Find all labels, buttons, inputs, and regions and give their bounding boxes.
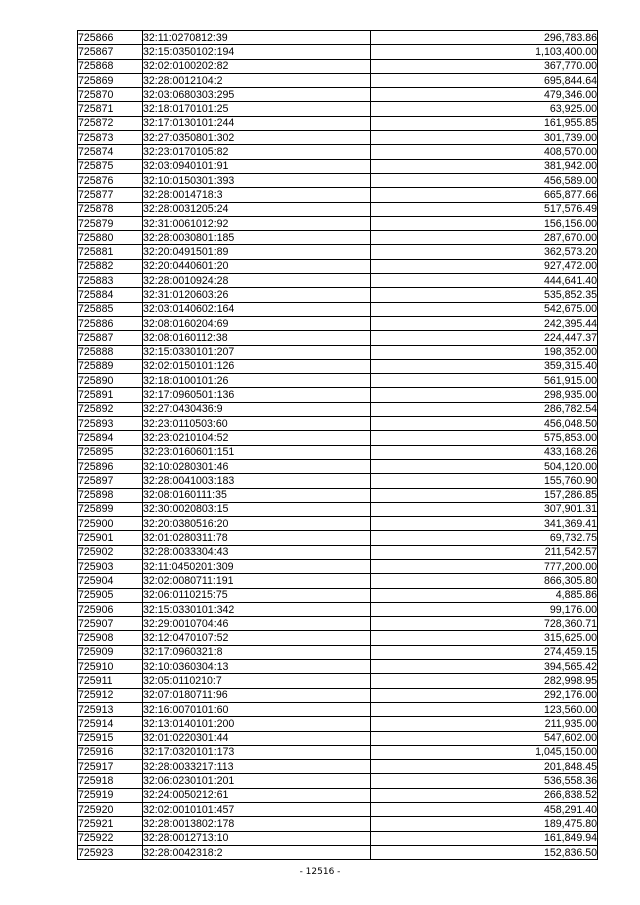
registry-table [77,30,598,860]
table-row [78,331,598,345]
table-row [78,231,598,245]
amount-cell: 866,305.80 [371,574,598,588]
record-number-cell: 725879 [78,216,143,230]
cadastral-number-cell: 32:08:0160204:69 [143,316,371,330]
record-number-cell: 725876 [78,173,143,187]
table-row [78,674,598,688]
amount-cell: 287,670.00 [371,231,598,245]
cadastral-number-cell: 32:05:0110210:7 [143,674,371,688]
amount-cell: 394,565.42 [371,660,598,674]
record-number-cell: 725916 [78,745,143,759]
table-row [78,760,598,774]
cadastral-number-cell: 32:11:0270812:39 [143,31,371,45]
cadastral-number-cell: 32:10:0360304:13 [143,660,371,674]
cadastral-number-cell: 32:18:0100101:26 [143,374,371,388]
cadastral-number-cell: 32:15:0350102:194 [143,45,371,59]
amount-cell: 63,925.00 [371,102,598,116]
cadastral-number-cell: 32:16:0070101:60 [143,702,371,716]
amount-cell: 381,942.00 [371,159,598,173]
cadastral-number-cell: 32:10:0150301:393 [143,173,371,187]
record-number-cell: 725907 [78,617,143,631]
record-number-cell: 725896 [78,459,143,473]
table-row [78,45,598,59]
amount-cell: 152,836.50 [371,845,598,859]
amount-cell: 161,955.85 [371,116,598,130]
table-row [78,688,598,702]
cadastral-number-cell: 32:17:0130101:244 [143,116,371,130]
amount-cell: 155,760.90 [371,474,598,488]
record-number-cell: 725883 [78,274,143,288]
record-number-cell: 725919 [78,788,143,802]
cadastral-number-cell: 32:07:0180711:96 [143,688,371,702]
table-row [78,388,598,402]
amount-cell: 1,103,400.00 [371,45,598,59]
page-number: - 12516 - [299,867,341,877]
table-row [78,574,598,588]
cadastral-number-cell: 32:20:0380516:20 [143,517,371,531]
amount-cell: 4,885.86 [371,588,598,602]
record-number-cell: 725920 [78,803,143,817]
amount-cell: 777,200.00 [371,559,598,573]
amount-cell: 282,998.95 [371,674,598,688]
table-row [78,845,598,859]
amount-cell: 575,853.00 [371,431,598,445]
record-number-cell: 725881 [78,245,143,259]
amount-cell: 728,360.71 [371,617,598,631]
cadastral-number-cell: 32:27:0430436:9 [143,402,371,416]
record-number-cell: 725875 [78,159,143,173]
record-number-cell: 725892 [78,402,143,416]
table-row [78,188,598,202]
table-row [78,702,598,716]
cadastral-number-cell: 32:08:0160112:38 [143,331,371,345]
amount-cell: 211,542.57 [371,545,598,559]
amount-cell: 286,782.54 [371,402,598,416]
cadastral-number-cell: 32:23:0170105:82 [143,145,371,159]
table-row [78,431,598,445]
table-row [78,73,598,87]
record-number-cell: 725899 [78,502,143,516]
record-number-cell: 725905 [78,588,143,602]
record-number-cell: 725872 [78,116,143,130]
record-number-cell: 725915 [78,731,143,745]
cadastral-number-cell: 32:17:0960501:136 [143,388,371,402]
record-number-cell: 725904 [78,574,143,588]
table-row [78,202,598,216]
cadastral-number-cell: 32:03:0940101:91 [143,159,371,173]
record-number-cell: 725913 [78,702,143,716]
table-row [78,145,598,159]
amount-cell: 99,176.00 [371,602,598,616]
table-row [78,131,598,145]
table-row [78,617,598,631]
amount-cell: 296,783.86 [371,31,598,45]
amount-cell: 695,844.64 [371,73,598,87]
cadastral-number-cell: 32:28:0014718:3 [143,188,371,202]
amount-cell: 535,852.35 [371,288,598,302]
cadastral-number-cell: 32:06:0110215:75 [143,588,371,602]
record-number-cell: 725886 [78,316,143,330]
record-number-cell: 725918 [78,774,143,788]
cadastral-number-cell: 32:01:0280311:78 [143,531,371,545]
amount-cell: 367,770.00 [371,59,598,73]
amount-cell: 157,286.85 [371,488,598,502]
cadastral-number-cell: 32:15:0330101:207 [143,345,371,359]
table-row [78,259,598,273]
amount-cell: 561,915.00 [371,374,598,388]
record-number-cell: 725888 [78,345,143,359]
cadastral-number-cell: 32:11:0450201:309 [143,559,371,573]
record-number-cell: 725897 [78,474,143,488]
table-row [78,545,598,559]
amount-cell: 359,315.40 [371,359,598,373]
cadastral-number-cell: 32:31:0061012:92 [143,216,371,230]
cadastral-number-cell: 32:30:0020803:15 [143,502,371,516]
cadastral-number-cell: 32:01:0220301:44 [143,731,371,745]
amount-cell: 665,877.66 [371,188,598,202]
record-number-cell: 725901 [78,531,143,545]
amount-cell: 536,558.36 [371,774,598,788]
amount-cell: 433,168.26 [371,445,598,459]
cadastral-number-cell: 32:29:0010704:46 [143,617,371,631]
record-number-cell: 725891 [78,388,143,402]
table-row [78,660,598,674]
table-row [78,831,598,845]
cadastral-number-cell: 32:06:0230101:201 [143,774,371,788]
amount-cell: 301,739.00 [371,131,598,145]
table-row [78,402,598,416]
table-row [78,316,598,330]
cadastral-number-cell: 32:02:0150101:126 [143,359,371,373]
cadastral-number-cell: 32:12:0470107:52 [143,631,371,645]
table-row [78,517,598,531]
record-number-cell: 725878 [78,202,143,216]
amount-cell: 408,570.00 [371,145,598,159]
cadastral-number-cell: 32:23:0110503:60 [143,417,371,431]
cadastral-number-cell: 32:18:0170101:25 [143,102,371,116]
amount-cell: 189,475.80 [371,817,598,831]
cadastral-number-cell: 32:02:0100202:82 [143,59,371,73]
amount-cell: 458,291.40 [371,803,598,817]
cadastral-number-cell: 32:17:0960321:8 [143,645,371,659]
record-number-cell: 725903 [78,559,143,573]
table-row [78,274,598,288]
record-number-cell: 725866 [78,31,143,45]
table-row [78,474,598,488]
table-row [78,717,598,731]
amount-cell: 444,641.40 [371,274,598,288]
amount-cell: 479,346.00 [371,88,598,102]
record-number-cell: 725912 [78,688,143,702]
table-row [78,245,598,259]
table-row [78,745,598,759]
cadastral-number-cell: 32:23:0160601:151 [143,445,371,459]
cadastral-number-cell: 32:10:0280301:46 [143,459,371,473]
amount-cell: 362,573.20 [371,245,598,259]
cadastral-number-cell: 32:15:0330101:342 [143,602,371,616]
table-row [78,173,598,187]
record-number-cell: 725889 [78,359,143,373]
table-row [78,159,598,173]
amount-cell: 69,732.75 [371,531,598,545]
record-number-cell: 725880 [78,231,143,245]
record-number-cell: 725908 [78,631,143,645]
registry-table-body [78,31,598,860]
record-number-cell: 725900 [78,517,143,531]
cadastral-number-cell: 32:08:0160111:35 [143,488,371,502]
amount-cell: 161,849.94 [371,831,598,845]
table-row [78,102,598,116]
record-number-cell: 725890 [78,374,143,388]
amount-cell: 307,901.31 [371,502,598,516]
cadastral-number-cell: 32:03:0140602:164 [143,302,371,316]
record-number-cell: 725869 [78,73,143,87]
record-number-cell: 725893 [78,417,143,431]
table-row [78,588,598,602]
table-row [78,359,598,373]
amount-cell: 517,576.49 [371,202,598,216]
table-row [78,488,598,502]
table-row [78,216,598,230]
amount-cell: 292,176.00 [371,688,598,702]
amount-cell: 1,045,150.00 [371,745,598,759]
table-row [78,345,598,359]
record-number-cell: 725923 [78,845,143,859]
table-row [78,774,598,788]
amount-cell: 123,560.00 [371,702,598,716]
table-row [78,302,598,316]
cadastral-number-cell: 32:28:0013802:178 [143,817,371,831]
cadastral-number-cell: 32:20:0491501:89 [143,245,371,259]
amount-cell: 198,352.00 [371,345,598,359]
amount-cell: 298,935.00 [371,388,598,402]
record-number-cell: 725909 [78,645,143,659]
cadastral-number-cell: 32:13:0140101:200 [143,717,371,731]
amount-cell: 224,447.37 [371,331,598,345]
cadastral-number-cell: 32:27:0350801:302 [143,131,371,145]
table-row [78,788,598,802]
record-number-cell: 725868 [78,59,143,73]
table-row [78,602,598,616]
record-number-cell: 725914 [78,717,143,731]
amount-cell: 542,675.00 [371,302,598,316]
amount-cell: 201,848.45 [371,760,598,774]
record-number-cell: 725870 [78,88,143,102]
cadastral-number-cell: 32:24:0050212:61 [143,788,371,802]
record-number-cell: 725910 [78,660,143,674]
cadastral-number-cell: 32:28:0010924:28 [143,274,371,288]
cadastral-number-cell: 32:28:0012713:10 [143,831,371,845]
table-row [78,559,598,573]
record-number-cell: 725917 [78,760,143,774]
record-number-cell: 725906 [78,602,143,616]
table-row [78,459,598,473]
amount-cell: 504,120.00 [371,459,598,473]
record-number-cell: 725921 [78,817,143,831]
record-number-cell: 725887 [78,331,143,345]
record-number-cell: 725911 [78,674,143,688]
cadastral-number-cell: 32:28:0033304:43 [143,545,371,559]
record-number-cell: 725873 [78,131,143,145]
table-row [78,288,598,302]
cadastral-number-cell: 32:28:0041003:183 [143,474,371,488]
table-row [78,645,598,659]
amount-cell: 156,156.00 [371,216,598,230]
amount-cell: 456,048.50 [371,417,598,431]
record-number-cell: 725898 [78,488,143,502]
cadastral-number-cell: 32:28:0012104:2 [143,73,371,87]
cadastral-number-cell: 32:28:0033217:113 [143,760,371,774]
amount-cell: 456,589.00 [371,173,598,187]
record-number-cell: 725884 [78,288,143,302]
cadastral-number-cell: 32:28:0030801:185 [143,231,371,245]
amount-cell: 242,395.44 [371,316,598,330]
amount-cell: 341,369.41 [371,517,598,531]
record-number-cell: 725882 [78,259,143,273]
cadastral-number-cell: 32:23:0210104:52 [143,431,371,445]
record-number-cell: 725894 [78,431,143,445]
cadastral-number-cell: 32:02:0010101:457 [143,803,371,817]
table-row [78,502,598,516]
amount-cell: 547,602.00 [371,731,598,745]
cadastral-number-cell: 32:17:0320101:173 [143,745,371,759]
amount-cell: 927,472.00 [371,259,598,273]
record-number-cell: 725922 [78,831,143,845]
table-row [78,817,598,831]
amount-cell: 315,625.00 [371,631,598,645]
table-row [78,31,598,45]
table-row [78,116,598,130]
record-number-cell: 725867 [78,45,143,59]
record-number-cell: 725902 [78,545,143,559]
table-row [78,374,598,388]
amount-cell: 211,935.00 [371,717,598,731]
table-row [78,417,598,431]
record-number-cell: 725871 [78,102,143,116]
table-row [78,59,598,73]
table-row [78,531,598,545]
cadastral-number-cell: 32:28:0042318:2 [143,845,371,859]
table-row [78,88,598,102]
cadastral-number-cell: 32:31:0120603:26 [143,288,371,302]
amount-cell: 274,459.15 [371,645,598,659]
cadastral-number-cell: 32:02:0080711:191 [143,574,371,588]
record-number-cell: 725895 [78,445,143,459]
amount-cell: 266,838.52 [371,788,598,802]
record-number-cell: 725874 [78,145,143,159]
cadastral-number-cell: 32:28:0031205:24 [143,202,371,216]
record-number-cell: 725885 [78,302,143,316]
record-number-cell: 725877 [78,188,143,202]
table-row [78,803,598,817]
table-row [78,631,598,645]
cadastral-number-cell: 32:03:0680303:295 [143,88,371,102]
table-row [78,445,598,459]
cadastral-number-cell: 32:20:0440601:20 [143,259,371,273]
table-row [78,731,598,745]
